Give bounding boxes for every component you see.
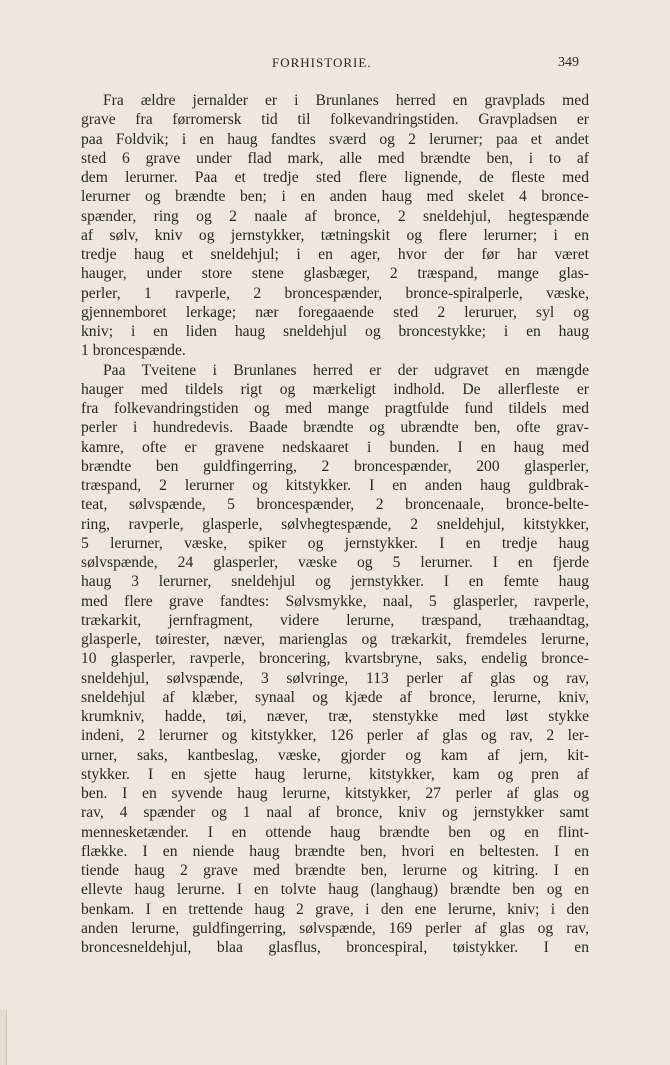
text-line: teat, sølvspænde, 5 broncespænder, 2 broncenaale, bronce-belte- xyxy=(81,496,589,514)
text-line: flække. I en niende haug brændte ben, hvori en beltesten. I en xyxy=(81,842,589,860)
text-line: 5 lerurner, væske, spiker og jernstykker. I en tredje haug xyxy=(81,534,589,552)
running-head xyxy=(0,55,670,75)
text-line: hauger, under store stene glasbæger, 2 træspand, mange glas- xyxy=(81,265,589,283)
text-line: med flere grave fandtes: Sølvsmykke, naal, 5 glasperler, ravperle, xyxy=(81,592,589,610)
text-line: kniv; i en liden haug sneldehjul og broncestykke; i en haug xyxy=(81,323,589,340)
text-line: tiende haug 2 grave med brændte ben, lerurne og kitring. I en xyxy=(81,862,589,879)
text-line: urner, saks, kantbeslag, væske, gjorder og kam af jern, kit- xyxy=(81,746,589,764)
text-line: krumkniv, hadde, tøi, næver, træ, stenstykke med løst stykke xyxy=(81,708,589,725)
text-line: rav, 4 spænder og 1 naal af bronce, kniv og jernstykker samt xyxy=(81,804,589,822)
text-line: ring, ravperle, glasperle, sølvhegtespænde, 2 sneldehjul, kitstykker, xyxy=(81,515,589,533)
text-line: brændte ben guldfingerring, 2 broncespænder, 200 glasperler, xyxy=(81,457,589,475)
text-line: dem lerurner. Paa et tredje sted flere lignende, de fleste med xyxy=(81,169,589,186)
body-text xyxy=(81,91,589,957)
text-line: glasperle, tøirester, næver, marienglas og trækarkit, fremdeles lerurne, xyxy=(81,631,589,648)
text-line: anden lerurne, guldfingerring, sølvspænde, 169 perler af glas og rav, xyxy=(81,919,589,937)
text-line: perler i hundredevis. Baade brændte og ubrændte ben, ofte grav- xyxy=(81,419,589,437)
text-line: sølvspænde, 24 glasperler, væske og 5 lerurner. I en fjerde xyxy=(81,554,589,571)
text-line: ben. I en syvende haug lerurne, kitstykker, 27 perler af glas og xyxy=(81,785,589,802)
text-line: indeni, 2 lerurner og kitstykker, 126 perler af glas og rav, 2 ler- xyxy=(81,727,589,745)
text-line: sneldehjul af klæber, synaal og kjæde af bronce, lerurne, kniv, xyxy=(81,688,589,706)
text-line: Paa Tveitene i Brunlanes herred er der udgravet en mængde xyxy=(103,361,589,379)
text-line: stykker. I en sjette haug lerurne, kitstykker, kam og pren af xyxy=(81,765,589,783)
text-line: sted 6 grave under flad mark, alle med brændte ben, i to af xyxy=(81,149,589,167)
text-line: ellevte haug lerurne. I en tolvte haug (langhaug) brændte ben og en xyxy=(81,881,589,899)
text-line: 1 broncespænde. xyxy=(81,342,186,360)
text-line: benkam. I en trettende haug 2 grave, i den ene lerurne, kniv; i den xyxy=(81,900,589,918)
text-line: af sølv, kniv og jernstykker, tætningskit og flere lerurner; i en xyxy=(81,226,589,244)
text-line: fra folkevandringstiden og med mange pragtfulde fund tildels med xyxy=(81,400,589,417)
page-number: 349 xyxy=(558,55,579,70)
text-line: sneldehjul, sølvspænde, 3 sølvringe, 113 perler af glas og rav, xyxy=(81,669,589,687)
text-line: tredje haug et sneldehjul; i en ager, hvor der før har været xyxy=(81,246,589,263)
text-line: 10 glasperler, ravperle, broncering, kvartsbryne, saks, endelig bronce- xyxy=(81,650,589,668)
text-line: broncesneldehjul, blaa glasflus, broncespiral, tøistykker. I en xyxy=(81,939,589,956)
text-line: gjennemboret lerkage; nær foregaaende sted 2 leruruer, syl og xyxy=(81,303,589,321)
text-line: spænder, ring og 2 naale af bronce, 2 sneldehjul, hegtespænde xyxy=(81,207,589,225)
text-line: Fra ældre jernalder er i Brunlanes herred en gravplads med xyxy=(103,92,589,109)
text-line: træspand, 2 lerurner og kitstykker. I en anden haug guldbrak- xyxy=(81,477,589,494)
page-binding-edge xyxy=(0,1010,7,1065)
text-line: perler, 1 ravperle, 2 broncespænder, bronce-spiralperle, væske, xyxy=(81,284,589,302)
text-line: haug 3 lerurner, sneldehjul og jernstykker. I en femte haug xyxy=(81,573,589,591)
text-line: kamre, ofte er gravene nedskaaret i bunden. I en haug med xyxy=(81,438,589,456)
text-line: paa Foldvik; i en haug fandtes sværd og 2 lerurner; paa et andet xyxy=(81,130,589,148)
text-line: hauger med tildels rigt og mærkeligt indhold. De allerfleste er xyxy=(81,380,589,398)
text-line: mennesketænder. I en ottende haug brændte ben og en flint- xyxy=(81,823,589,841)
text-line: trækarkit, jernfragment, videre lerurne, træspand, træhaandtag, xyxy=(81,611,589,629)
text-line: grave fra førromersk tid til folkevandringstiden. Gravpladsen er xyxy=(81,111,589,129)
text-line: lerurner og brændte ben; i en anden haug med skelet 4 bronce- xyxy=(81,188,589,206)
running-head-title: FORHISTORIE. xyxy=(272,55,372,70)
